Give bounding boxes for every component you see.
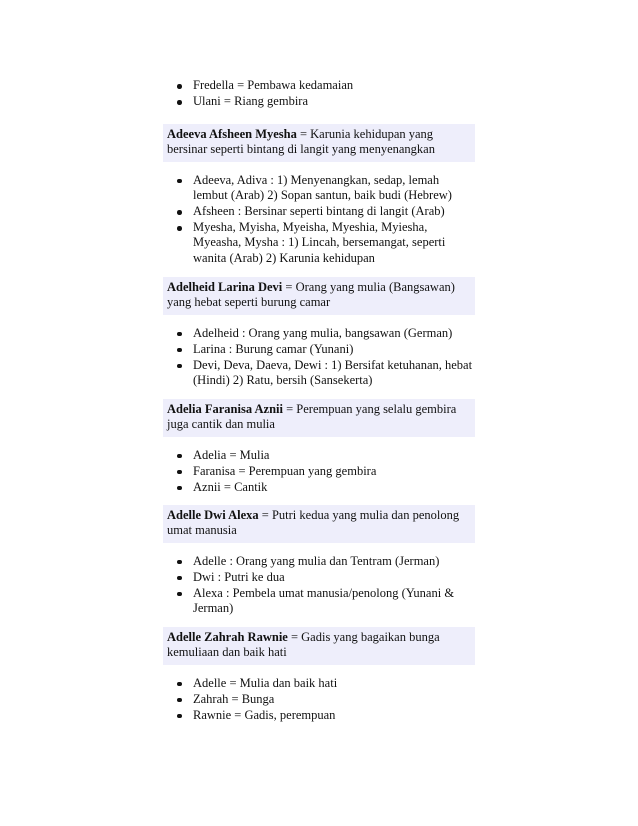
list-item: Adelle = Mulia dan baik hati bbox=[163, 676, 475, 691]
entry-name: Adelia Faranisa Aznii bbox=[167, 402, 283, 416]
list-item: Devi, Deva, Daeva, Dewi : 1) Bersifat ketuhanan, hebat (Hindi) 2) Ratu, bersih (Sansekerta) bbox=[163, 358, 475, 389]
entry-name: Adelheid Larina Devi bbox=[167, 280, 283, 294]
entry-meaning: = Gadis yang bagaikan bunga kemuliaan dan baik hati bbox=[167, 630, 440, 660]
list-item: Alexa : Pembela umat manusia/penolong (Yunani & Jerman) bbox=[163, 586, 475, 617]
list-item: Myesha, Myisha, Myeisha, Myeshia, Myiesha, Myeasha, Mysha : 1) Lincah, bersemangat, seperti wanita (Arab) 2) Karunia kehidupan bbox=[163, 220, 475, 266]
entry-details-list bbox=[163, 665, 475, 734]
intro-list bbox=[163, 78, 475, 110]
entry-heading bbox=[163, 627, 475, 665]
list-item: Adelia = Mulia bbox=[163, 448, 475, 463]
list-item: Rawnie = Gadis, perempuan bbox=[163, 708, 475, 723]
entry-meaning: = Karunia kehidupan yang bersinar seperti bintang di langit yang menyenangkan bbox=[167, 127, 435, 157]
entry-name: Adelle Zahrah Rawnie bbox=[167, 630, 288, 644]
list-item: Aznii = Cantik bbox=[163, 480, 475, 495]
name-entry-adeeva bbox=[163, 124, 475, 267]
list-item: Afsheen : Bersinar seperti bintang di langit (Arab) bbox=[163, 204, 475, 219]
entry-details-list bbox=[163, 437, 475, 495]
entry-meaning: = Orang yang mulia (Bangsawan) yang hebat seperti burung camar bbox=[167, 280, 455, 310]
list-item: Adelle : Orang yang mulia dan Tentram (Jerman) bbox=[163, 554, 475, 569]
entry-name: Adeeva Afsheen Myesha bbox=[167, 127, 297, 141]
entry-name: Adelle Dwi Alexa bbox=[167, 508, 259, 522]
list-item: Fredella = Pembawa kedamaian bbox=[163, 78, 475, 93]
name-entry-adelle-dwi bbox=[163, 505, 475, 617]
name-entry-adelia bbox=[163, 399, 475, 496]
list-item: Adeeva, Adiva : 1) Menyenangkan, sedap, lemah lembut (Arab) 2) Sopan santun, baik budi (Hebrew) bbox=[163, 173, 475, 204]
list-item: Adelheid : Orang yang mulia, bangsawan (German) bbox=[163, 326, 475, 341]
entry-heading bbox=[163, 505, 475, 543]
list-item: Zahrah = Bunga bbox=[163, 692, 475, 707]
list-item: Faranisa = Perempuan yang gembira bbox=[163, 464, 475, 479]
list-item: Dwi : Putri ke dua bbox=[163, 570, 475, 585]
entry-details-list bbox=[163, 543, 475, 617]
list-item: Ulani = Riang gembira bbox=[163, 94, 475, 109]
entry-meaning: = Perempuan yang selalu gembira juga cantik dan mulia bbox=[167, 402, 457, 432]
name-entry-adelle-zahrah bbox=[163, 627, 475, 734]
entry-details-list bbox=[163, 315, 475, 389]
entry-heading bbox=[163, 124, 475, 162]
entry-heading bbox=[163, 277, 475, 315]
list-item: Larina : Burung camar (Yunani) bbox=[163, 342, 475, 357]
entry-meaning: = Putri kedua yang mulia dan penolong umat manusia bbox=[167, 508, 460, 538]
name-entry-adelheid bbox=[163, 277, 475, 389]
entry-heading bbox=[163, 399, 475, 437]
entry-details-list bbox=[163, 162, 475, 266]
